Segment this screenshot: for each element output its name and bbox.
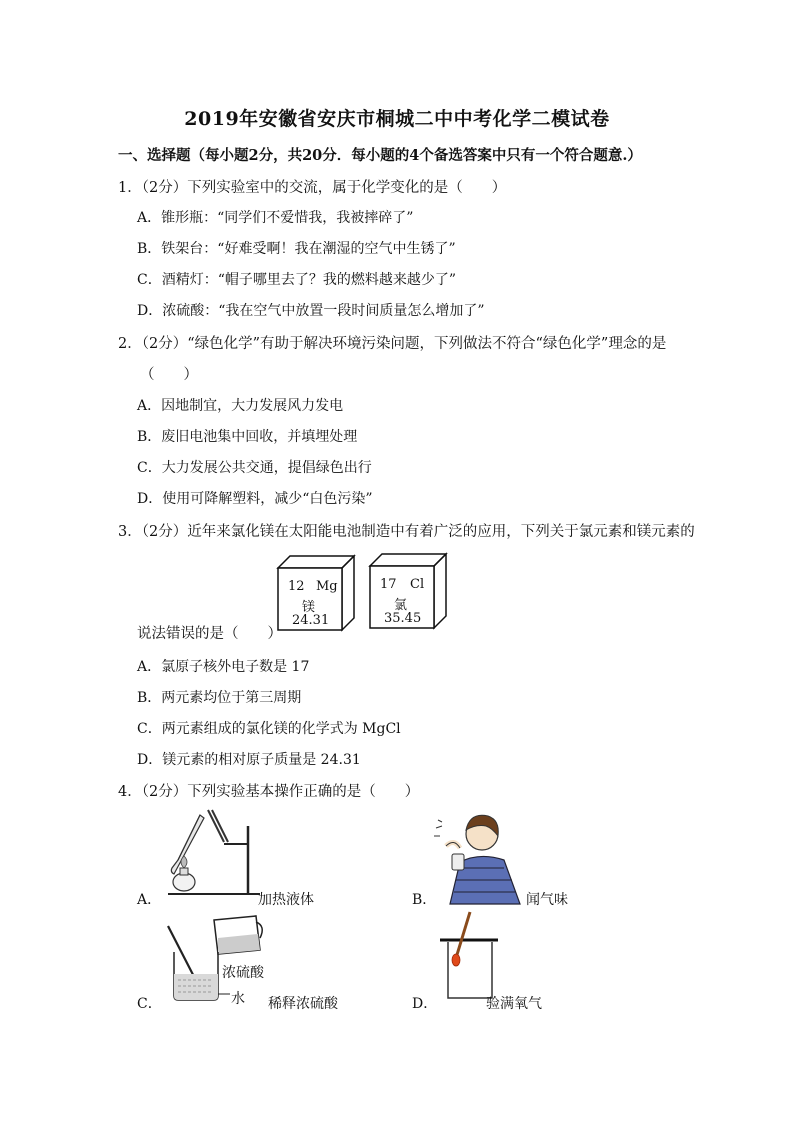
question-3-stem-cont: 说法错误的是（ ） — [137, 626, 282, 642]
question-2-option-c: C．大力发展公共交通，提倡绿色出行 — [137, 460, 372, 476]
cl-atomic-number: 17 — [380, 577, 397, 592]
cl-name: 氯 — [394, 598, 408, 613]
cl-symbol: Cl — [410, 577, 425, 592]
question-3-option-a: A．氯原子核外电子数是 17 — [137, 659, 310, 675]
question-3-stem: 3．（2分）近年来氯化镁在太阳能电池制造中有着广泛的应用，下列关于氯元素和镁元素的 — [118, 524, 695, 540]
oxygen-test-illustration — [436, 912, 502, 1004]
question-2-option-a: A．因地制宜，大力发展风力发电 — [137, 398, 344, 414]
question-3-option-c: C．两元素组成的氯化镁的化学式为 MgCl — [137, 721, 401, 737]
choice-a-letter: A． — [137, 892, 162, 908]
mg-name: 镁 — [302, 600, 316, 615]
question-1-option-b: B．铁架台：“好难受啊！我在潮湿的空气中生锈了” — [137, 241, 456, 257]
question-4-stem: 4．（2分）下列实验基本操作正确的是（ ） — [118, 784, 420, 800]
question-2-stem: 2．（2分）“绿色化学”有助于解决环境污染问题，下列做法不符合“绿色化学”理念的是 — [118, 336, 667, 352]
diluting-acid-illustration — [160, 912, 270, 1010]
question-2-option-b: B．废旧电池集中回收，并填埋处理 — [137, 429, 358, 445]
question-1-option-c: C．酒精灯：“帽子哪里去了？我的燃料越来越少了” — [137, 272, 457, 288]
section-heading: 一、选择题（每小题2分，共20分．每小题的4个备选答案中只有一个符合题意.） — [118, 147, 642, 164]
choice-c-caption: 稀释浓硫酸 — [268, 996, 338, 1012]
smelling-gas-illustration — [430, 808, 522, 908]
mg-atomic-mass: 24.31 — [292, 613, 330, 628]
choice-c-letter: C． — [137, 996, 162, 1012]
water-label: 水 — [231, 991, 245, 1007]
question-2-option-d: D．使用可降解塑料，减少“白色污染” — [137, 491, 373, 507]
choice-b-caption: 闻气味 — [526, 892, 568, 908]
question-2-stem-cont: （ ） — [140, 367, 198, 383]
question-3-option-d: D．镁元素的相对原子质量是 24.31 — [137, 752, 361, 768]
page-title: 2019年安徽省安庆市桐城二中中考化学二模试卷 — [184, 108, 610, 130]
question-1-option-d: D．浓硫酸：“我在空气中放置一段时间质量怎么增加了” — [137, 303, 485, 319]
choice-d-letter: D． — [412, 996, 438, 1012]
question-1-option-a: A．锥形瓶：“同学们不爱惜我，我被摔碎了” — [137, 210, 414, 226]
mg-symbol: Mg — [316, 579, 338, 594]
question-1-stem: 1．（2分）下列实验室中的交流，属于化学变化的是（ ） — [118, 180, 507, 196]
heating-liquid-illustration — [160, 808, 265, 900]
acid-label: 浓硫酸 — [222, 965, 264, 981]
choice-b-letter: B． — [412, 892, 437, 908]
choice-a-caption: 加热液体 — [258, 892, 314, 908]
mg-atomic-number: 12 — [288, 579, 305, 594]
question-3-option-b: B．两元素均位于第三周期 — [137, 690, 302, 706]
cl-atomic-mass: 35.45 — [384, 611, 422, 626]
choice-d-caption: 验满氧气 — [486, 996, 542, 1012]
